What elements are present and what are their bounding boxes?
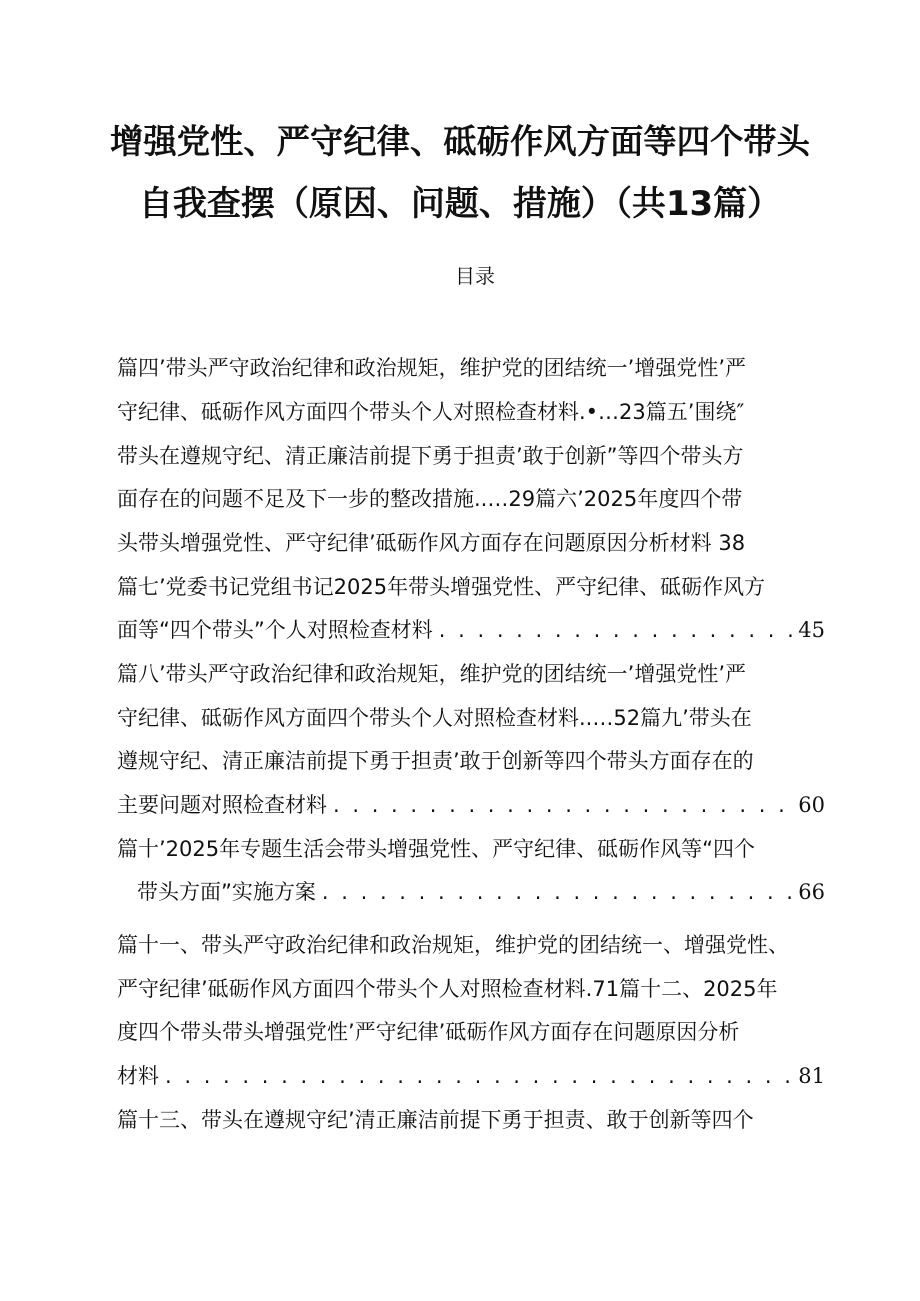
dot-leader [165,1061,792,1091]
toc-line: 篇七’党委书记党组书记2025年带头增强党性、严守纪律、砥砺作风方 [117,575,766,599]
document-title-line-2: 自我查摆（原因、问题、措施）（共13篇） [138,184,782,224]
toc-line: 篇十一、带头严守政治纪律和政治规矩，维护党的团结统一、增强党性、 [117,933,789,957]
toc-line: 篇十’2025年专题生活会带头增强党性、严守纪律、砥砺作风等“四个 [117,837,755,861]
toc-line: 面存在的问题不足及下一步的整改措施..…29篇六’2025年度四个带 [117,487,743,511]
toc-entry-10-dotline [137,877,825,907]
dot-leader [439,615,793,645]
toc-page-number: 81 [798,1064,825,1088]
document-title-line-1: 增强党性、严守纪律、砥砺作风方面等四个带头 [110,122,810,161]
toc-heading: 目录 [455,264,495,288]
toc-line: 篇八’带头严守政治纪律和政治规矩，维护党的团结统一’增强党性’严 [117,662,747,686]
toc-entry-title: 面等“四个带头”个人对照检查材料 [117,618,433,642]
toc-entry-7-dotline [117,615,825,645]
toc-page-number: 60 [798,793,825,817]
toc-line: 头带头增强党性、严守纪律’砥砺作风方面存在问题原因分析材料 38 [117,531,746,555]
toc-entry-title: 主要问题对照检查材料 [117,793,327,817]
dot-leader [322,877,792,907]
toc-line: 篇十三、带头在遵规守纪’清正廉洁前提下勇于担责、敢于创新等四个 [117,1108,754,1132]
dot-leader [333,790,792,820]
toc-line: 守纪律、砥砺作风方面四个带头个人对照检查材料..…52篇九’带头在 [117,706,752,730]
toc-line: 篇四’带头严守政治纪律和政治规矩，维护党的团结统一’增强党性’严 [117,356,747,380]
toc-entry-9-dotline [117,790,825,820]
toc-page-number: 66 [798,880,825,904]
toc-line: 守纪律、砥砺作风方面四个带头个人对照检查材料.•…23篇五’围绕″ [117,400,745,424]
toc-line: 遵规守纪、清正廉洁前提下勇于担责’敢于创新等四个带头方面存在的 [117,749,754,773]
toc-line: 度四个带头带头增强党性’严守纪律’砥砺作风方面存在问题原因分析 [117,1020,740,1044]
toc-entry-title: 带头方面”实施方案 [137,880,316,904]
toc-line: 带头在遵规守纪、清正廉洁前提下勇于担责’敢于创新”等四个带头方 [117,444,744,468]
toc-page-number: 45 [798,618,825,642]
toc-entry-title: 材料 [117,1064,159,1088]
toc-line: 严守纪律’砥砺作风方面四个带头个人对照检查材料.71篇十二、2025年 [117,977,778,1001]
toc-entry-12-dotline [117,1061,825,1091]
